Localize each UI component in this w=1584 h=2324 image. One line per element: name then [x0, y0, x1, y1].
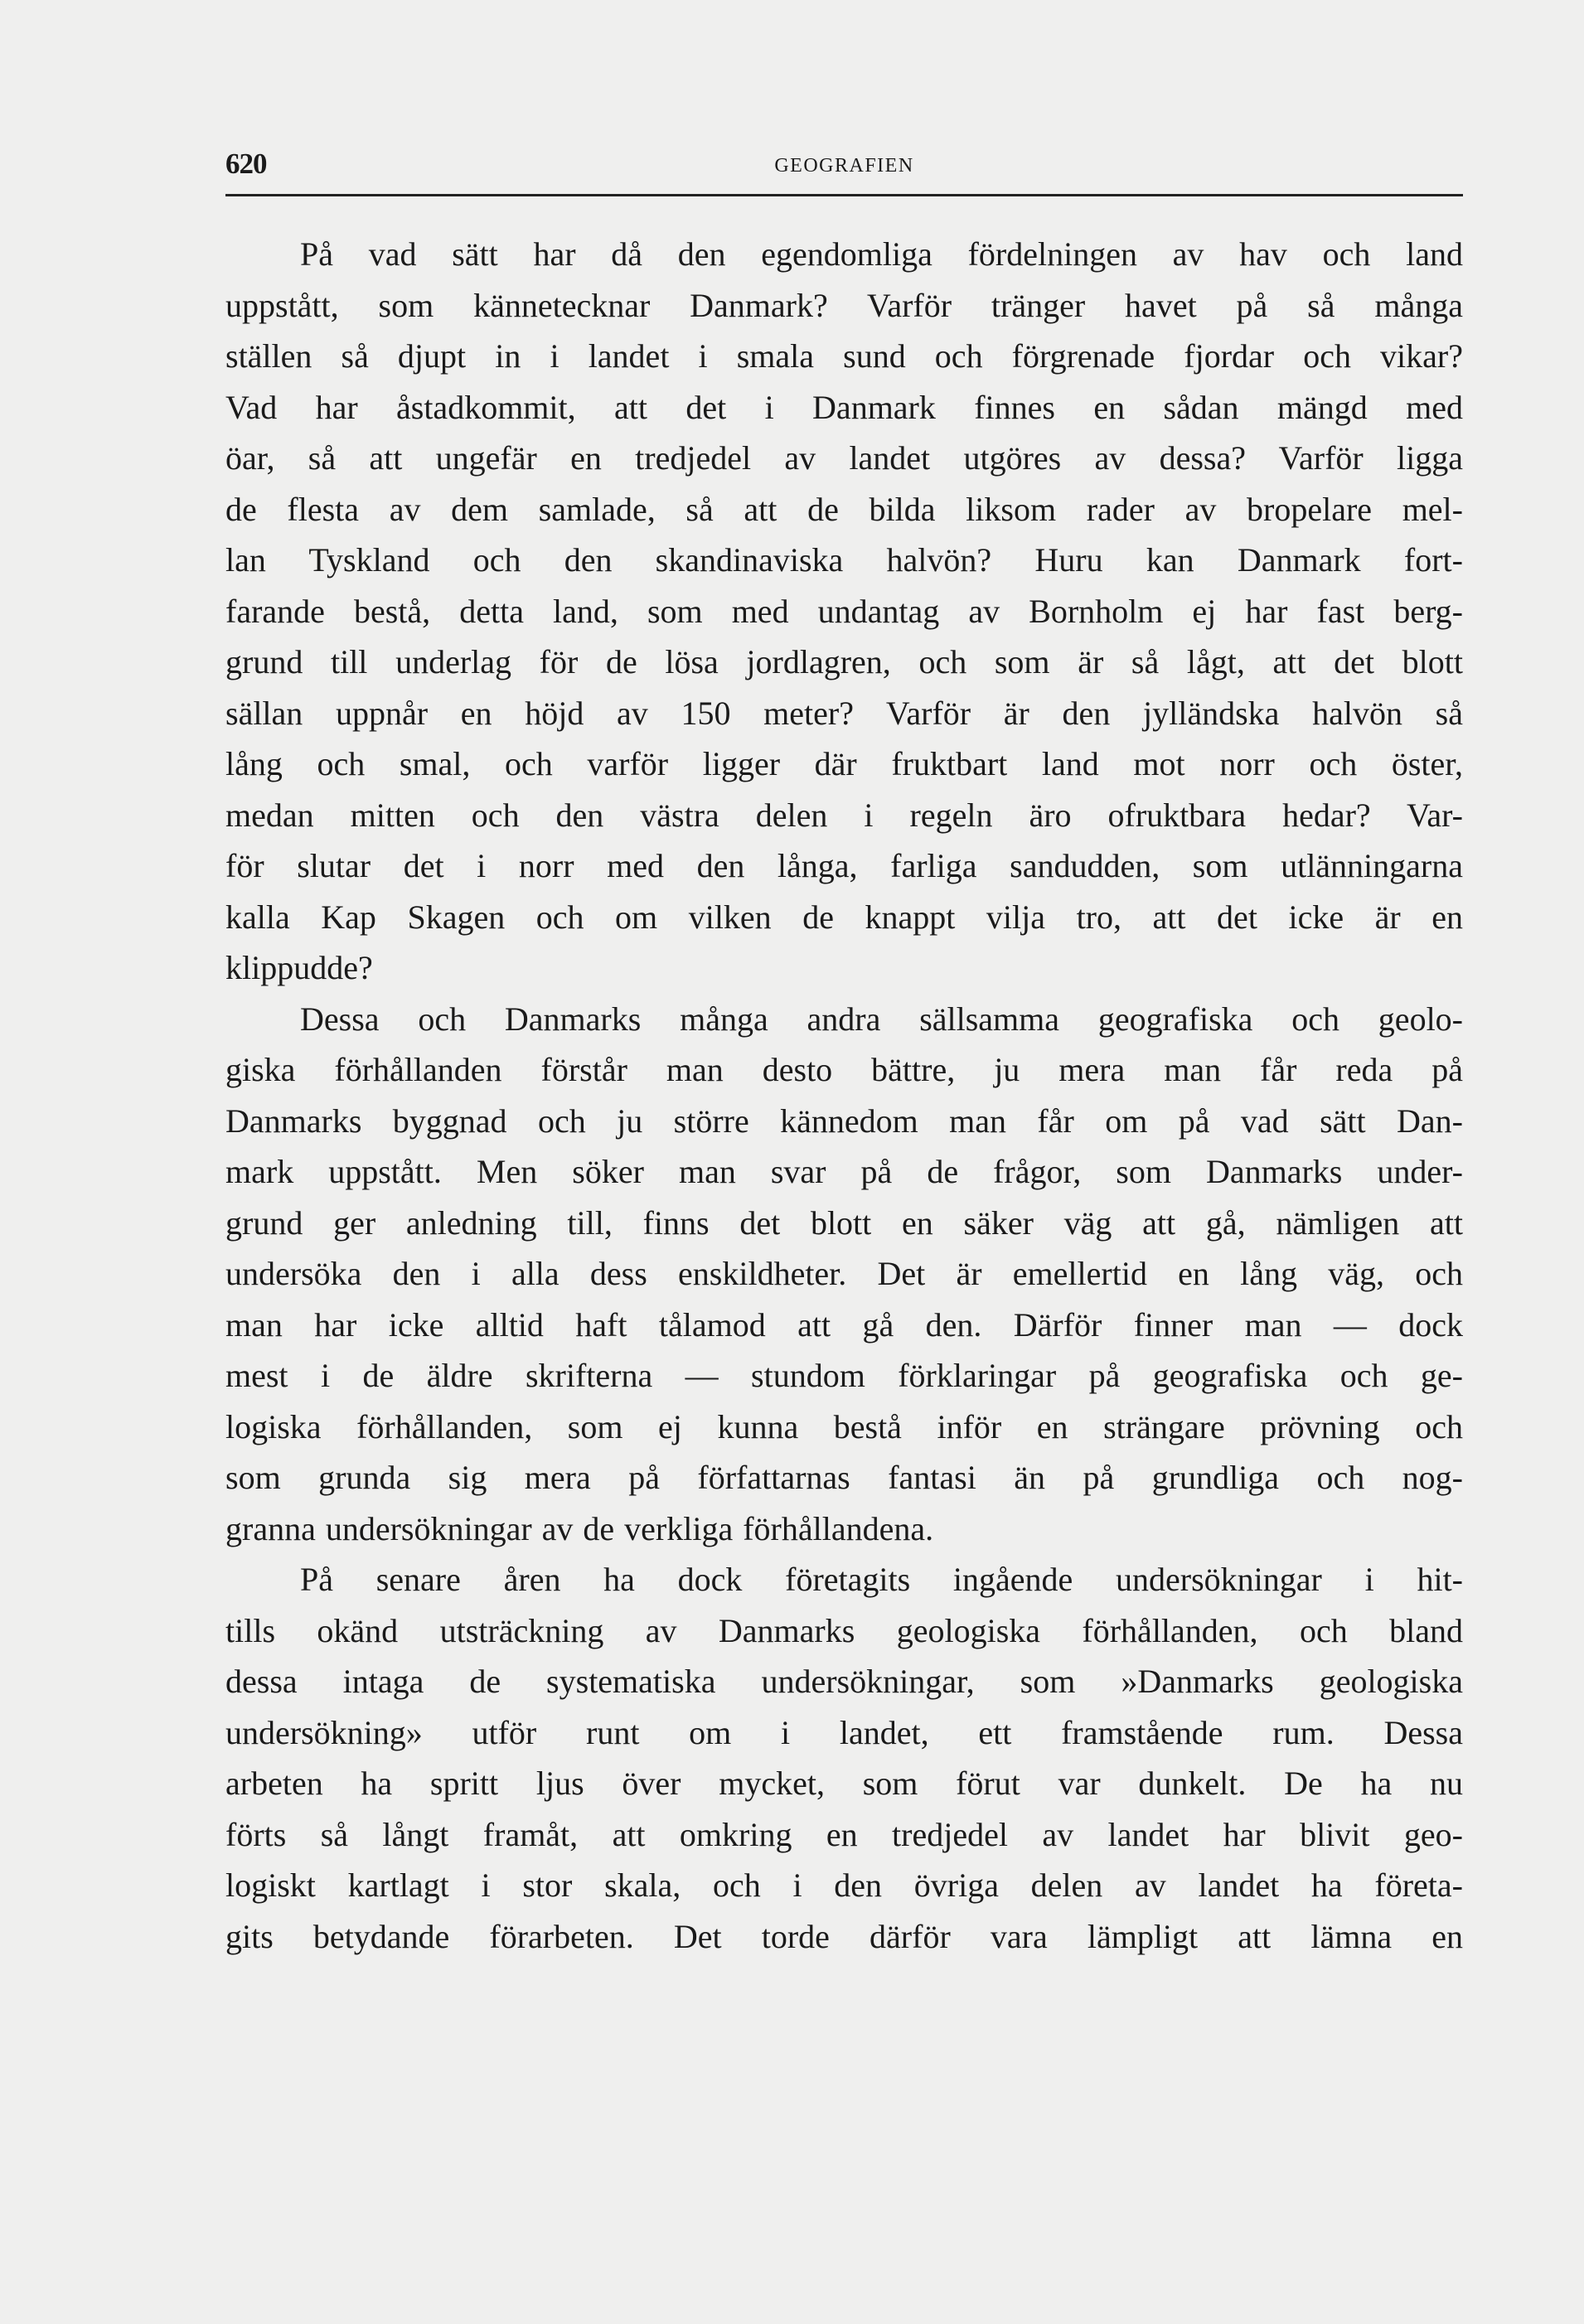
text-line: giska förhållanden förstår man desto bättre, ju mera man får reda på: [225, 1051, 1463, 1088]
text-line: mark uppstått. Men söker man svar på de frågor, som Danmarks under-: [225, 1153, 1463, 1190]
text-line: för slutar det i norr med den långa, farliga sandudden, som utlänningarna: [225, 847, 1463, 884]
text-line: grund ger anledning till, finns det blott en säker väg att gå, nämligen att: [225, 1203, 1463, 1242]
text-line: undersöka den i alla dess enskildheter. Det är emellertid en lång väg, och: [225, 1255, 1463, 1292]
text-line: uppstått, som kännetecknar Danmark? Varför tränger havet på så många: [225, 286, 1463, 324]
text-line: klippudde?: [225, 949, 373, 986]
text-line: lan Tyskland och den skandinaviska halvön? Huru kan Danmark fort-: [225, 541, 1463, 579]
text-line: lång och smal, och varför ligger där fruktbart land mot norr och öster,: [225, 745, 1463, 782]
text-line: förts så långt framåt, att omkring en tredjedel av landet har blivit geo-: [225, 1815, 1463, 1853]
text-line: de flesta av dem samlade, så att de bilda liksom rader av bropelare mel-: [225, 490, 1463, 528]
text-line: tills okänd utsträckning av Danmarks geologiska förhållanden, och bland: [225, 1611, 1463, 1649]
text-line: gits betydande förarbeten. Det torde därför vara lämpligt att lämna en: [225, 1917, 1463, 1955]
body-text: [225, 229, 1463, 1962]
text-line: logiska förhållanden, som ej kunna bestå inför en strängare prövning och: [225, 1407, 1463, 1445]
text-line: På senare åren ha dock företagits ingående undersökningar i hit-: [300, 1561, 1463, 1598]
text-line: sällan uppnår en höjd av 150 meter? Varför är den jylländska halvön så: [225, 694, 1463, 732]
page-number: 620: [225, 148, 267, 180]
text-line: grund till underlag för de lösa jordlagren, och som är så lågt, att det blott: [225, 643, 1463, 680]
text-line: kalla Kap Skagen och om vilken de knappt vilja tro, att det icke är en: [225, 898, 1463, 936]
paragraph: [225, 229, 1463, 994]
text-line: På vad sätt har då den egendomliga fördelningen av hav och land: [300, 235, 1463, 273]
text-line: dessa intaga de systematiska undersökningar, som »Danmarks geologiska: [225, 1663, 1463, 1700]
text-line: öar, så att ungefär en tredjedel av landet utgöres av dessa? Varför ligga: [225, 439, 1463, 477]
text-line: arbeten ha spritt ljus över mycket, som förut var dunkelt. De ha nu: [225, 1765, 1463, 1802]
text-line: farande bestå, detta land, som med undantag av Bornholm ej har fast berg-: [225, 592, 1463, 630]
text-line: granna undersökningar av de verkliga förhållandena.: [225, 1509, 934, 1547]
text-line: logiskt kartlagt i stor skala, och i den övriga delen av landet ha företa-: [225, 1866, 1463, 1904]
page-header: [225, 146, 1463, 182]
text-line: Vad har åstadkommit, att det i Danmark finnes en sådan mängd med: [225, 388, 1463, 426]
paragraph: [225, 1554, 1463, 1962]
text-line: undersökning» utför runt om i landet, ett framstående rum. Dessa: [225, 1713, 1463, 1751]
text-line: mest i de äldre skrifterna — stundom förklaringar på geografiska och ge-: [225, 1357, 1463, 1394]
paragraph: [225, 994, 1463, 1555]
header-rule: [225, 194, 1463, 196]
text-line: Dessa och Danmarks många andra sällsamma geografiska och geolo-: [300, 1000, 1463, 1038]
text-line: medan mitten och den västra delen i regeln äro ofruktbara hedar? Var-: [225, 796, 1463, 834]
text-line: man har icke alltid haft tålamod att gå den. Därför finner man — dock: [225, 1305, 1463, 1344]
text-line: som grunda sig mera på författarnas fantasi än på grundliga och nog-: [225, 1459, 1463, 1496]
running-title: GEOGRAFIEN: [774, 155, 914, 177]
text-line: ställen så djupt in i landet i smala sund och förgrenade fjordar och vikar?: [225, 337, 1463, 375]
text-line: Danmarks byggnad och ju större kännedom man får om på vad sätt Dan-: [225, 1101, 1463, 1140]
